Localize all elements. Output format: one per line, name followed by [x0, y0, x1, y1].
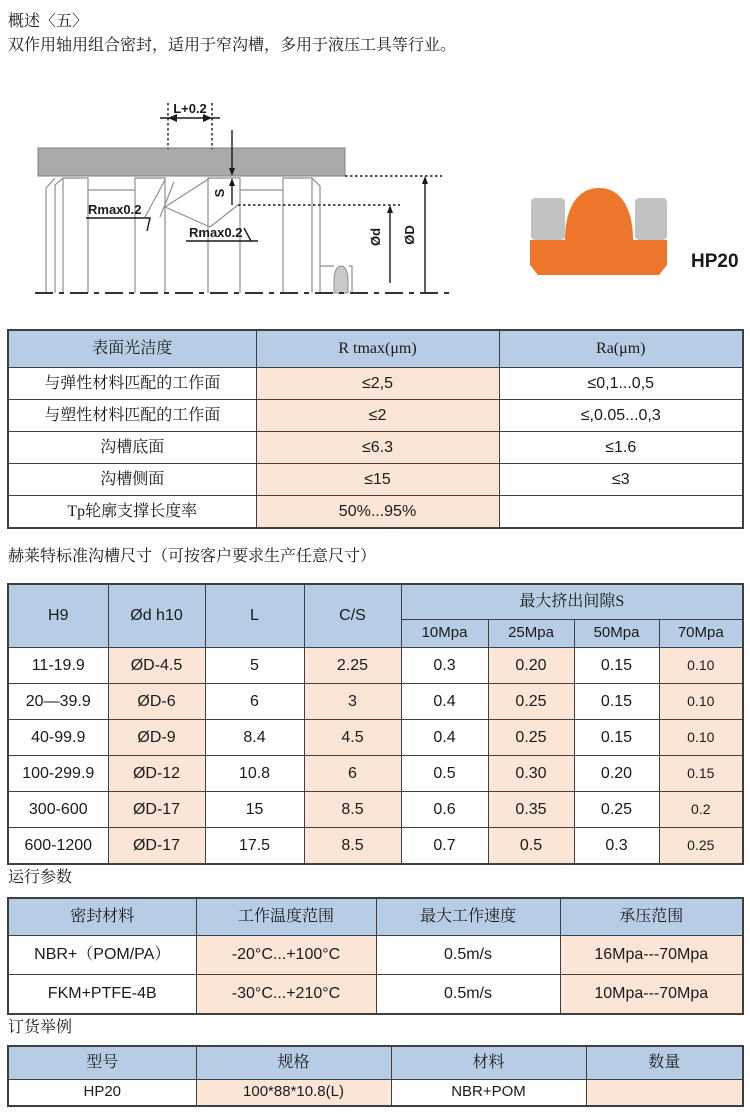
table-row — [8, 936, 743, 975]
dimension-Od — [368, 205, 393, 283]
header-cell: 规格 — [196, 1046, 391, 1080]
cell: 0.20 — [488, 648, 574, 684]
header-cell: 10Mpa — [401, 620, 488, 648]
seal-dome — [565, 188, 633, 240]
table-row — [8, 432, 743, 464]
seal-body-base — [530, 240, 667, 275]
header-cell: R tmax(μm) — [256, 330, 499, 368]
cell: 0.4 — [401, 684, 488, 720]
cell-value: ≤2 — [256, 400, 499, 432]
cell: 4.5 — [304, 720, 401, 756]
header-cell: 承压范围 — [560, 898, 743, 936]
table-row — [8, 1080, 743, 1107]
cell-value: ≤6.3 — [256, 432, 499, 464]
cell: -30°C...+210°C — [196, 975, 376, 1015]
cell-label: 与塑性材料匹配的工作面 — [8, 400, 256, 432]
header-cell: 密封材料 — [8, 898, 196, 936]
cell: 3 — [304, 684, 401, 720]
cell: 100-299.9 — [8, 756, 108, 792]
cell: 0.15 — [659, 756, 743, 792]
rmax-callouts — [86, 202, 258, 241]
header-cell: Ød h10 — [108, 584, 205, 648]
cell: -20°C...+100°C — [196, 936, 376, 975]
table-row — [8, 828, 743, 865]
table-header-row — [8, 898, 743, 936]
cell-value: ≤0,1...0,5 — [499, 368, 743, 400]
cell: ØD-4.5 — [108, 648, 205, 684]
cell-value: ≤1.6 — [499, 432, 743, 464]
cell: 0.25 — [488, 684, 574, 720]
cell-value: ≤3 — [499, 464, 743, 496]
cell-label: 沟槽底面 — [8, 432, 256, 464]
cell: 0.20 — [574, 756, 659, 792]
groove-section-title: 赫莱特标准沟槽尺寸（可按客户要求生产任意尺寸） — [8, 548, 377, 565]
header-cell: 表面光洁度 — [8, 330, 256, 368]
cell: 11-19.9 — [8, 648, 108, 684]
cell: 17.5 — [205, 828, 304, 865]
cell-value: 50%...95% — [256, 496, 499, 529]
table-row — [8, 792, 743, 828]
groove-cross-section-diagram — [0, 85, 490, 320]
cell: 0.15 — [574, 720, 659, 756]
table-header-row — [8, 1046, 743, 1080]
table-row — [8, 975, 743, 1015]
header-cell: 70Mpa — [659, 620, 743, 648]
table-row — [8, 368, 743, 400]
table-header-row — [8, 584, 743, 620]
operating-section-title: 运行参数 — [8, 869, 73, 886]
cell: 8.5 — [304, 828, 401, 865]
cell: 20—39.9 — [8, 684, 108, 720]
svg-text:Rmax0.2: Rmax0.2 — [88, 202, 142, 217]
cell: 0.25 — [574, 792, 659, 828]
cell: 0.6 — [401, 792, 488, 828]
cell: 0.5 — [488, 828, 574, 865]
header-cell: H9 — [8, 584, 108, 648]
energizer-bullet-shape — [334, 266, 348, 293]
table-row — [8, 496, 743, 529]
cell: 16Mpa---70Mpa — [560, 936, 743, 975]
cell: ØD-17 — [108, 828, 205, 865]
svg-text:Rmax0.2: Rmax0.2 — [189, 225, 243, 240]
cell: 40-99.9 — [8, 720, 108, 756]
cell: 6 — [205, 684, 304, 720]
table-row — [8, 720, 743, 756]
cell: 100*88*10.8(L) — [196, 1080, 391, 1107]
cell: 0.25 — [488, 720, 574, 756]
cell: 300-600 — [8, 792, 108, 828]
cell: 0.2 — [659, 792, 743, 828]
cell: 0.3 — [574, 828, 659, 865]
cell: 0.10 — [659, 684, 743, 720]
header-cell: 最大工作速度 — [376, 898, 560, 936]
table-row — [8, 464, 743, 496]
cell: NBR+（POM/PA） — [8, 936, 196, 975]
cell: 0.5m/s — [376, 936, 560, 975]
header-cell: C/S — [304, 584, 401, 648]
cell: 0.15 — [574, 684, 659, 720]
cell: 0.15 — [574, 648, 659, 684]
dimension-L — [160, 101, 220, 149]
cell-value: ≤15 — [256, 464, 499, 496]
dimension-OD — [402, 176, 428, 292]
cell: 6 — [304, 756, 401, 792]
cell: 0.3 — [401, 648, 488, 684]
header-cell: 数量 — [586, 1046, 743, 1080]
cell: 0.25 — [659, 828, 743, 865]
cell: 0.35 — [488, 792, 574, 828]
cell-value: ≤,0.05...0,3 — [499, 400, 743, 432]
svg-text:Ød: Ød — [368, 227, 383, 247]
table-header-row — [8, 330, 743, 368]
header-cell: L — [205, 584, 304, 648]
rod-bar — [38, 148, 345, 176]
cell: ØD-6 — [108, 684, 205, 720]
table-row — [8, 400, 743, 432]
svg-text:L+0.2: L+0.2 — [173, 101, 207, 116]
header-cell-span: 最大挤出间隙S — [401, 584, 743, 620]
cell: 8.4 — [205, 720, 304, 756]
cell: 5 — [205, 648, 304, 684]
order-section-title: 订货举例 — [8, 1019, 73, 1036]
cell: 0.7 — [401, 828, 488, 865]
cell: 10Mpa---70Mpa — [560, 975, 743, 1015]
cell: 0.30 — [488, 756, 574, 792]
cell-label: 沟槽侧面 — [8, 464, 256, 496]
surface-finish-table — [7, 329, 744, 529]
cell-value — [499, 496, 743, 529]
header-cell: 25Mpa — [488, 620, 574, 648]
cell: 600-1200 — [8, 828, 108, 865]
svg-text:ØD: ØD — [402, 225, 417, 245]
cell: 0.5 — [401, 756, 488, 792]
cell: HP20 — [8, 1080, 196, 1107]
table-row — [8, 648, 743, 684]
cell-value: ≤2,5 — [256, 368, 499, 400]
page-title: 概述〈五〉 — [8, 13, 89, 30]
cell: 0.10 — [659, 648, 743, 684]
header-cell: 材料 — [391, 1046, 586, 1080]
operating-parameters-table — [7, 897, 744, 1015]
header-cell: 型号 — [8, 1046, 196, 1080]
cell: NBR+POM — [391, 1080, 586, 1107]
cell-label: 与弹性材料匹配的工作面 — [8, 368, 256, 400]
cell: 2.25 — [304, 648, 401, 684]
cell: 8.5 — [304, 792, 401, 828]
cell-label: Tp轮廓支撑长度率 — [8, 496, 256, 529]
svg-text:S: S — [212, 188, 227, 198]
cell: 15 — [205, 792, 304, 828]
header-cell: Ra(μm) — [499, 330, 743, 368]
table-row — [8, 684, 743, 720]
cell: 0.5m/s — [376, 975, 560, 1015]
cell — [586, 1080, 743, 1107]
cell: ØD-9 — [108, 720, 205, 756]
page-description: 双作用轴用组合密封，适用于窄沟槽，多用于液压工具等行业。 — [8, 37, 457, 54]
cell: ØD-12 — [108, 756, 205, 792]
backup-ring-right — [635, 198, 667, 240]
cell: ØD-17 — [108, 792, 205, 828]
cell: 0.10 — [659, 720, 743, 756]
order-example-table — [7, 1045, 744, 1107]
cell: 0.4 — [401, 720, 488, 756]
cell: FKM+PTFE-4B — [8, 975, 196, 1015]
groove-size-table — [7, 583, 744, 865]
cell: 10.8 — [205, 756, 304, 792]
table-row — [8, 756, 743, 792]
product-label: HP20 — [691, 251, 739, 272]
roughness-symbols — [145, 178, 238, 227]
header-cell: 工作温度范围 — [196, 898, 376, 936]
header-cell: 50Mpa — [574, 620, 659, 648]
backup-ring-left — [531, 198, 565, 240]
